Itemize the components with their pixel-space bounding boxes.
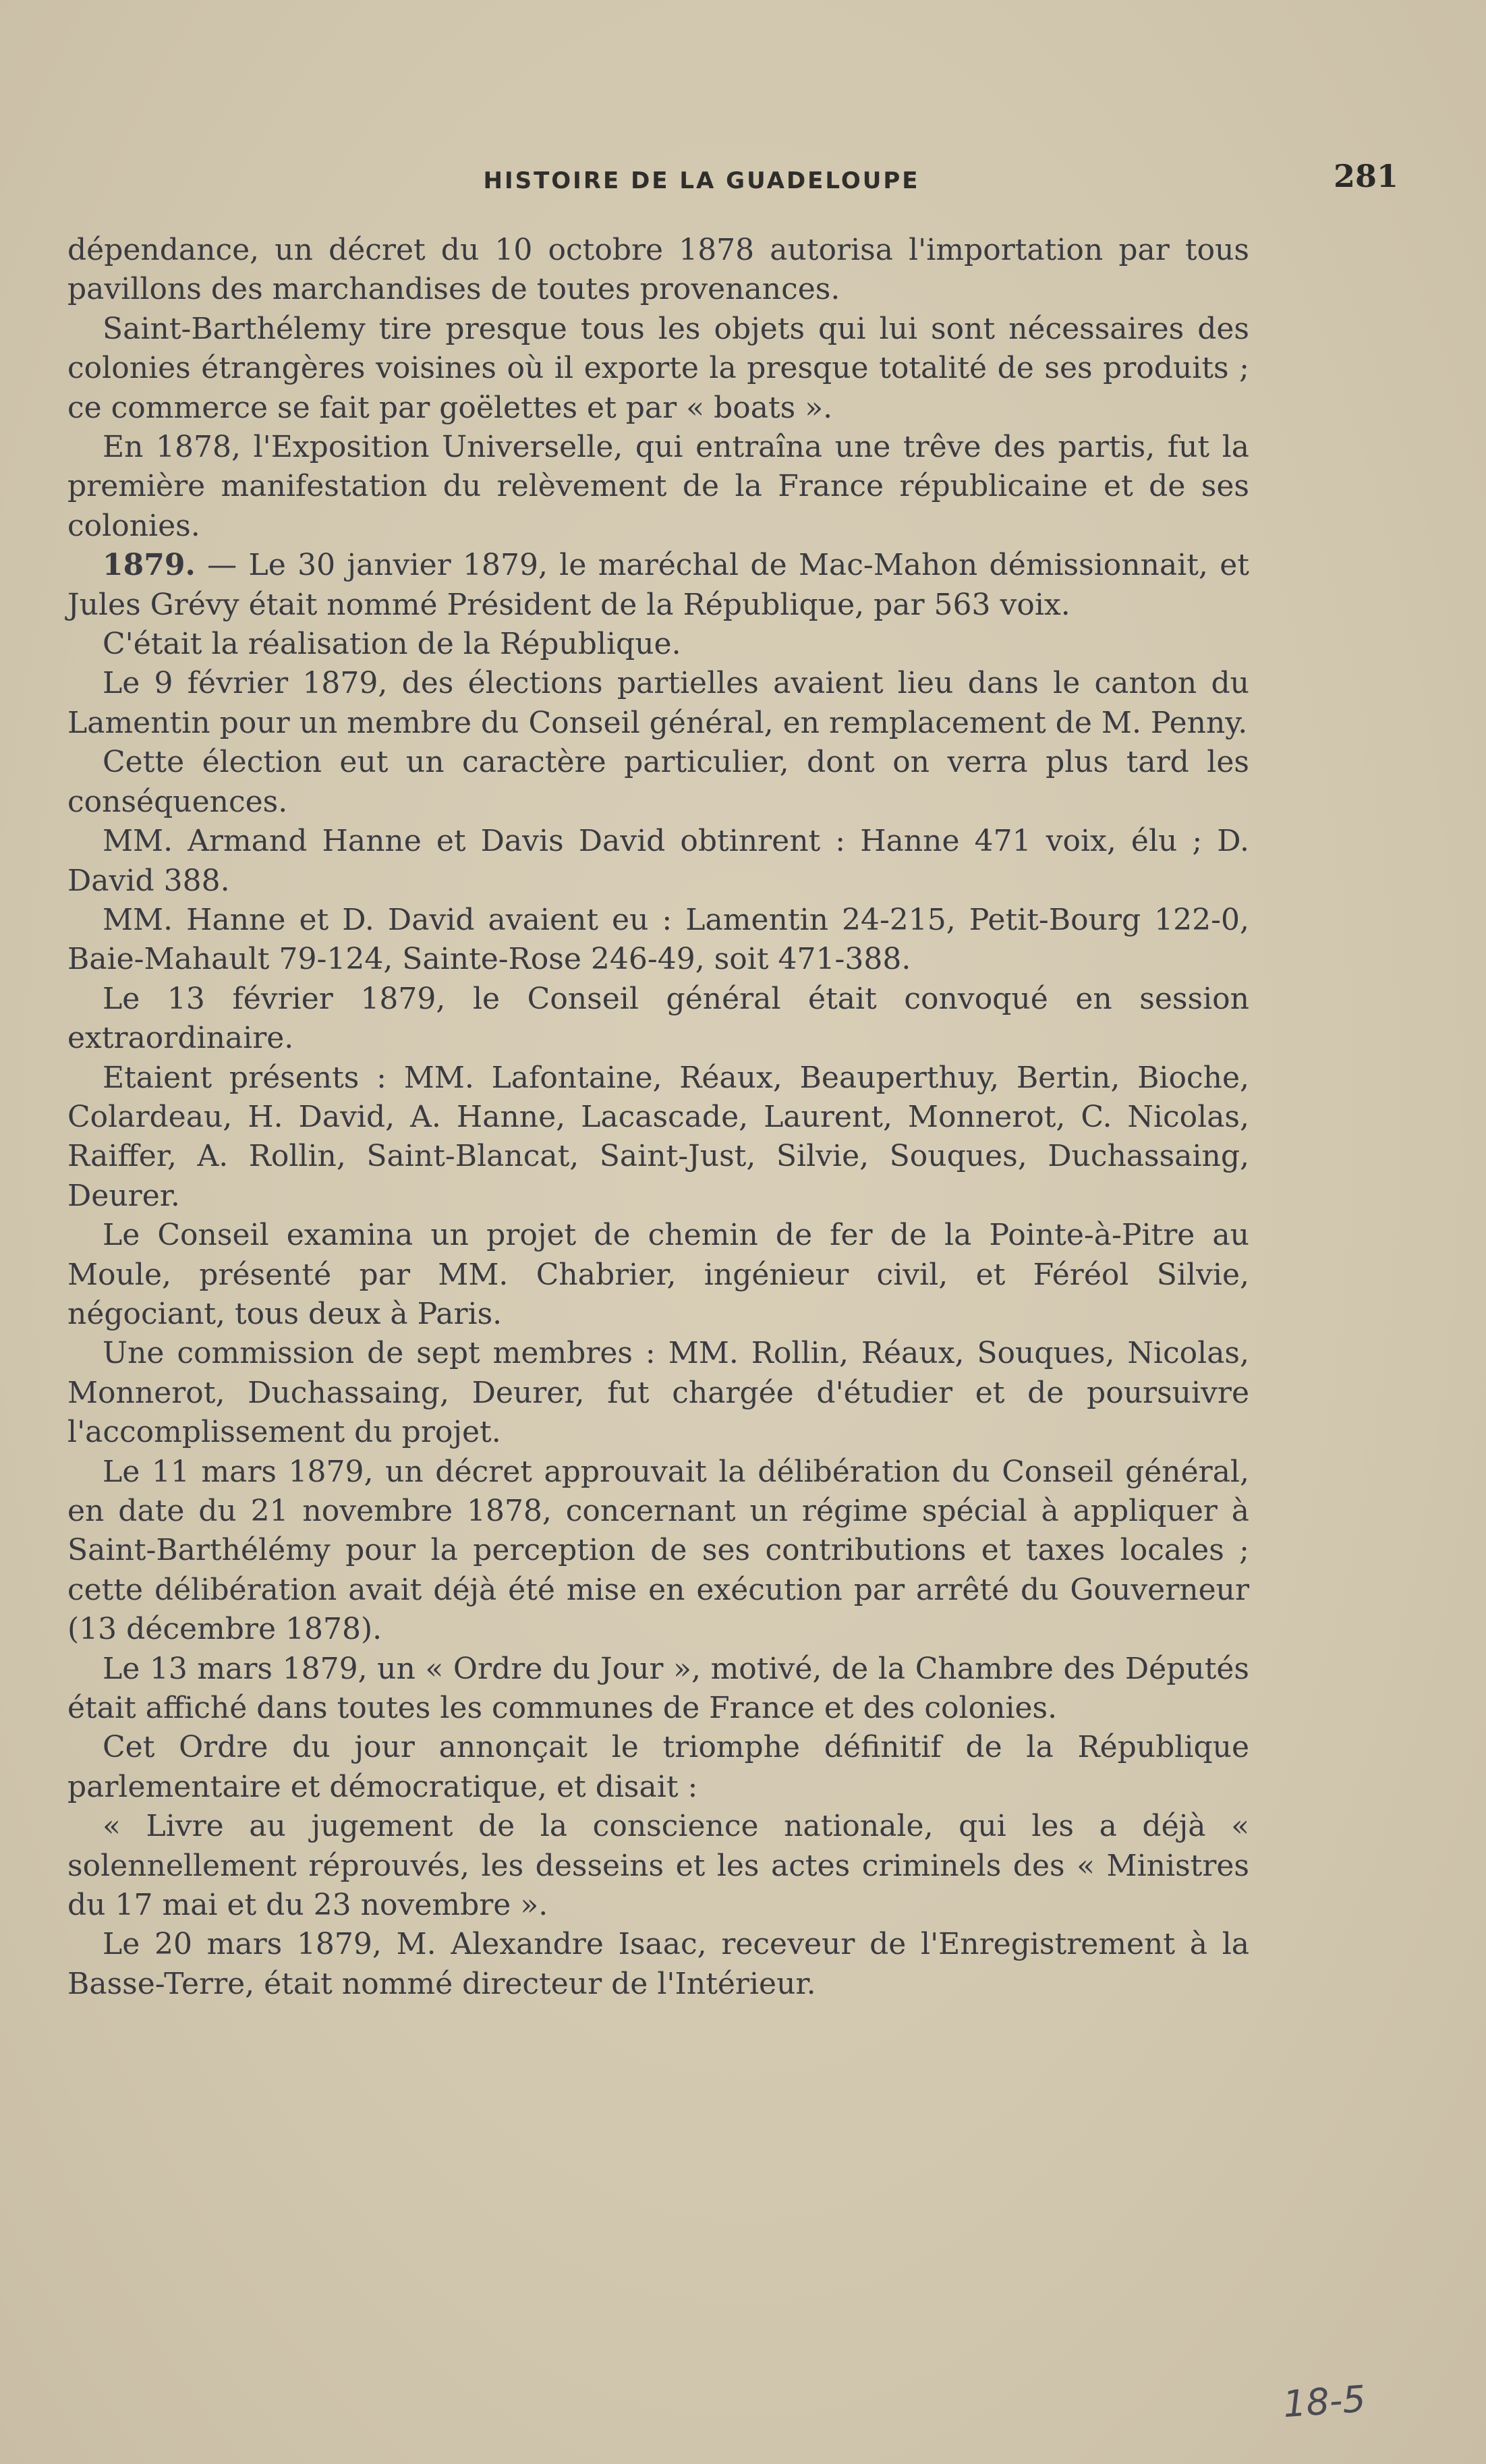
paragraph: Le 9 février 1879, des élections partielles avaient lieu dans le canton du Lamentin pour un membre du Conseil général, en remplacement de M. Penny.	[67, 666, 1249, 740]
handwritten-annotation: 18-5	[1281, 2377, 1367, 2426]
year-marker: 1879.	[103, 548, 196, 583]
paragraph: MM. Hanne et D. David avaient eu : Lamentin 24-215, Petit-Bourg 122-0, Baie-Mahault 79-124, Sainte-Rose 246-49, soit 471-388.	[67, 902, 1249, 977]
paragraph: Le 20 mars 1879, M. Alexandre Isaac, receveur de l'Enregistrement à la Basse-Terre, était nommé directeur de l'Intérieur.	[67, 1927, 1249, 2001]
paragraph: Le 13 février 1879, le Conseil général était convoqué en session extraordinaire.	[67, 981, 1249, 1056]
page-header	[67, 154, 1419, 201]
paragraph: En 1878, l'Exposition Universelle, qui entraîna une trêve des partis, fut la première manifestation du relèvement de la France républicaine et de ses colonies.	[67, 430, 1249, 543]
quotation: « Livre au jugement de la conscience nationale, qui les a déjà « solennellement réprouvés, les desseins et les actes criminels des « Ministres du 17 mai et du 23 novembre ».	[67, 1809, 1249, 1923]
paragraph: MM. Armand Hanne et Davis David obtinrent : Hanne 471 voix, élu ; D. David 388.	[67, 824, 1249, 898]
paragraph: Saint-Barthélemy tire presque tous les objets qui lui sont nécessaires des colonies étrangères voisines où il exporte la presque totalité de ses produits ; ce commerce se fait par goëlettes et par « boats ».	[67, 311, 1249, 425]
paragraph: Cet Ordre du jour annonçait le triomphe définitif de la République parlementaire et démocratique, et disait :	[67, 1730, 1249, 1804]
running-title: HISTOIRE DE LA GUADELOUPE	[483, 167, 920, 194]
paragraph-text: — Le 30 janvier 1879, le maréchal de Mac-Mahon démissionnait, et Jules Grévy était nommé Président de la République, par 563 voix.	[67, 548, 1249, 622]
paragraph: dépendance, un décret du 10 octobre 1878 autorisa l'importation par tous pavillons des marchandises de toutes provenances.	[67, 233, 1249, 307]
paragraph: Le 13 mars 1879, un « Ordre du Jour », motivé, de la Chambre des Députés était affiché dans toutes les communes de France et des colonies.	[67, 1651, 1249, 1726]
paragraph: C'était la réalisation de la République.	[103, 627, 681, 662]
paragraph: Le 11 mars 1879, un décret approuvait la délibération du Conseil général, en date du 21 novembre 1878, concernant un régime spécial à appliquer à Saint-Barthélémy pour la perception de ses contributions et taxes locales ; cette délibération avait déjà été mise en exécution par arrêté du Gouverneur (13 décembre 1878).	[67, 1454, 1249, 1647]
paragraph-with-year	[67, 546, 1249, 625]
paragraph: Le Conseil examina un projet de chemin de fer de la Pointe-à-Pitre au Moule, présenté par MM. Chabrier, ingénieur civil, et Féréol Silvie, négociant, tous deux à Paris.	[67, 1218, 1249, 1331]
paragraph: Etaient présents : MM. Lafontaine, Réaux, Beauperthuy, Bertin, Bioche, Colardeau, H. David, A. Hanne, Lacascade, Laurent, Monnerot, C. Nicolas, Raiffer, A. Rollin, Saint-Blancat, Saint-Just, Silvie, Souques, Duchassaing, Deurer.	[67, 1060, 1249, 1213]
body-text	[67, 231, 1249, 2004]
page-number: 281	[1333, 158, 1398, 194]
paragraph: Cette élection eut un caractère particulier, dont on verra plus tard les conséquences.	[67, 745, 1249, 819]
paragraph: Une commission de sept membres : MM. Rollin, Réaux, Souques, Nicolas, Monnerot, Duchassaing, Deurer, fut chargée d'étudier et de poursuivre l'accomplissement du projet.	[67, 1336, 1249, 1450]
